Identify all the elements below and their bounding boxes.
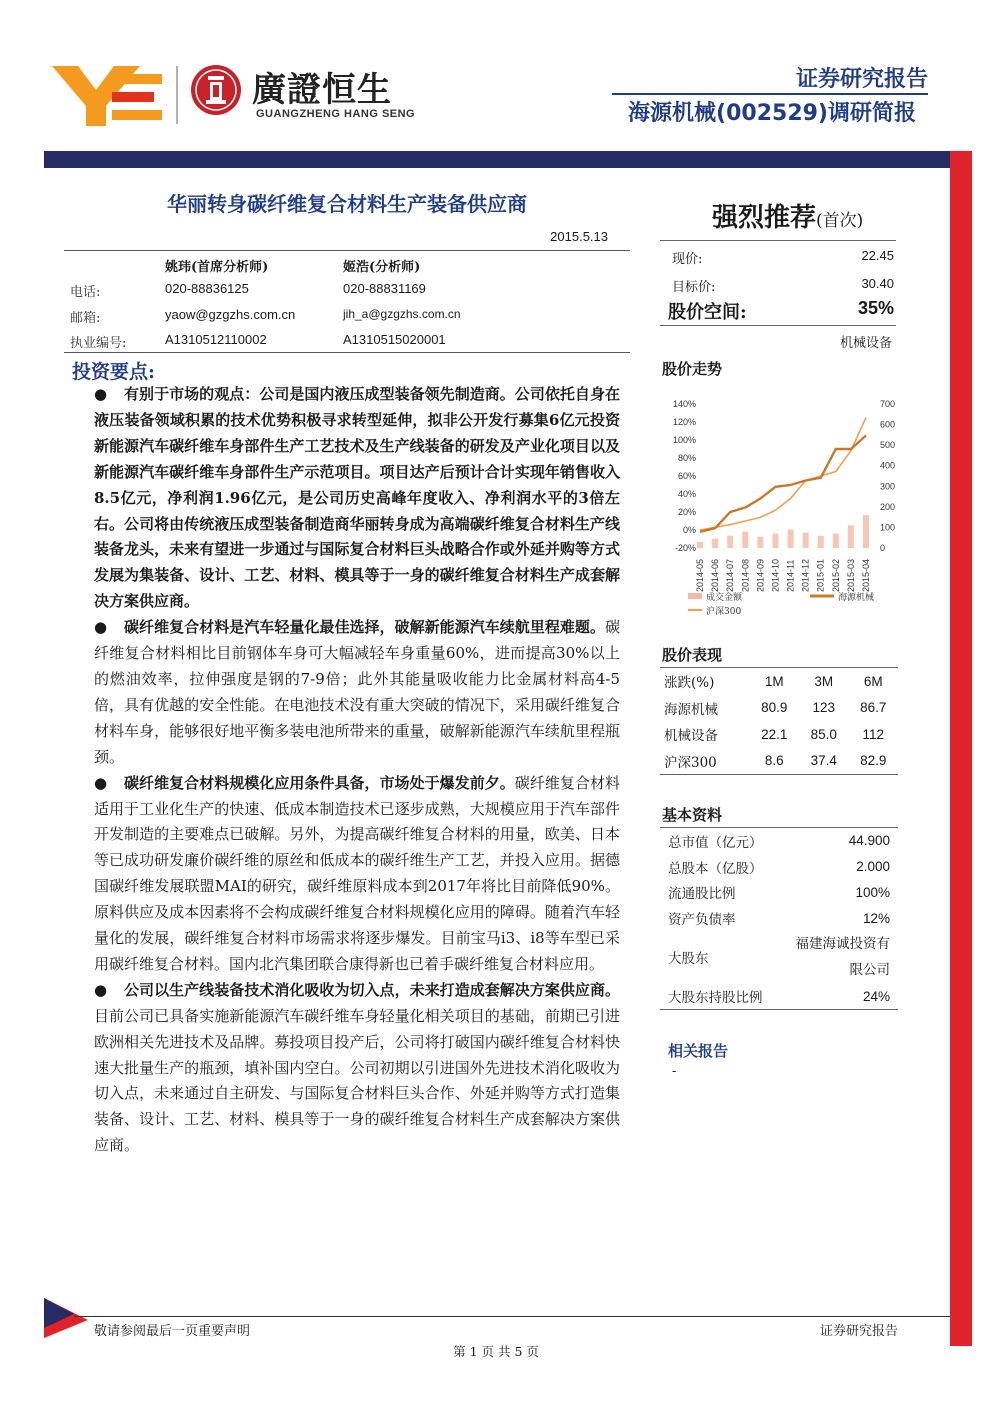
table-cell: 资产负债率 bbox=[668, 912, 736, 929]
table-row bbox=[660, 880, 898, 906]
x-tick-label: 2014-08 bbox=[740, 558, 751, 592]
volume-bar bbox=[772, 534, 778, 548]
table-cell: 37.4 bbox=[799, 748, 848, 775]
analyst-rule bbox=[64, 352, 630, 353]
analyst-license: A1310512110002 bbox=[165, 332, 267, 347]
volume-bar bbox=[757, 537, 763, 548]
table-cell: 大股东 bbox=[668, 951, 709, 968]
paragraph-lead: 有别于市场的观点：公司是国内液压成型装备领先制造商。公司依托自身在液压装备领域积累的技术优势积极寻求转型延伸，拟非公开发行募集6亿元投资新能源汽车碳纤维车身部件生产工艺技术及生产线装备的研发及产业化项目以及新能源汽车碳纤维车身部件生产示范项目。项目达产后预计合计实现年销售收入8.5亿元，净利润1.96亿元，是公司历史高峰年度收入、净利润水平的3倍左右。公司将由传统液压成型装备制造商华丽转身成为高端碳纤维复合材料生产线装备龙头，未来有望进一步通过与国际复合材料巨头战略合作或外延并购等方式发展为集装备、设计、工艺、材料、模具等于一身的碳纤维复合材料生产成套解决方案供应商。 bbox=[94, 385, 620, 611]
volume-bar bbox=[833, 534, 839, 548]
price-chart bbox=[660, 392, 904, 622]
table-row bbox=[660, 983, 898, 1009]
logo-separator bbox=[176, 66, 178, 124]
table-cell: 22.1 bbox=[761, 726, 788, 742]
table-row bbox=[660, 931, 898, 983]
footer-corner-icon bbox=[44, 1298, 88, 1338]
upside-label: 股价空间: bbox=[668, 302, 747, 323]
report-date: 2015.5.13 bbox=[550, 229, 608, 244]
volume-bar bbox=[727, 536, 733, 548]
seal-logo-icon bbox=[190, 64, 242, 116]
license-label: 执业编号: bbox=[70, 336, 127, 351]
basic-info-table bbox=[660, 827, 898, 1010]
upside-value: 35% bbox=[857, 298, 894, 318]
table-row bbox=[660, 695, 898, 722]
y-tick-label: 60% bbox=[677, 471, 696, 481]
x-tick-label: 2015-02 bbox=[830, 558, 841, 592]
volume-bar bbox=[742, 532, 748, 548]
analyst-phone: 020-88836125 bbox=[165, 281, 249, 296]
price-rule bbox=[660, 325, 896, 326]
x-tick-label: 2014-06 bbox=[710, 558, 721, 592]
table-cell: 12% bbox=[862, 910, 890, 926]
y2-tick-label: 600 bbox=[880, 419, 896, 430]
table-cell: 85.0 bbox=[810, 726, 837, 742]
current-price: 22.45 bbox=[861, 248, 894, 263]
table-cell: 总股本（亿股） bbox=[668, 860, 763, 877]
investment-points bbox=[94, 382, 620, 1159]
footer-disclaimer[interactable]: 敬请参阅最后一页重要声明 bbox=[94, 1324, 251, 1339]
performance-title: 股价表现 bbox=[662, 646, 723, 664]
section-title: 投资要点: bbox=[72, 361, 156, 383]
x-tick-label: 2014-10 bbox=[770, 558, 781, 592]
analyst-email[interactable]: yaow@gzgzhs.com.cn bbox=[165, 307, 296, 322]
y-tick-label: 120% bbox=[672, 417, 696, 427]
table-row bbox=[660, 905, 898, 931]
footer-rule bbox=[74, 1316, 950, 1317]
bullet-icon: ● bbox=[94, 980, 108, 999]
logo-english-text: GUANGZHENG HANG SENG bbox=[256, 108, 416, 120]
table-cell: 总市值（亿元） bbox=[660, 828, 782, 854]
y-tick-label: 20% bbox=[677, 507, 696, 517]
report-subtitle: 海源机械(002529)调研简报 bbox=[628, 101, 916, 126]
performance-table bbox=[660, 667, 898, 775]
bullet-icon: ● bbox=[94, 773, 108, 792]
volume-bar bbox=[803, 533, 809, 548]
page-number: 第 1 页 共 5 页 bbox=[453, 1344, 539, 1359]
table-cell: 机械设备 bbox=[664, 728, 718, 745]
y2-tick-label: 400 bbox=[880, 460, 896, 471]
volume-bar bbox=[863, 515, 869, 548]
rating bbox=[712, 197, 863, 234]
legend-label: 成交金额 bbox=[706, 593, 743, 603]
table-cell: 8.6 bbox=[750, 748, 799, 775]
y-tick-label: 100% bbox=[672, 435, 696, 445]
volume-bar bbox=[848, 525, 854, 548]
y-tick-label: 140% bbox=[672, 399, 696, 409]
volume-bar bbox=[818, 536, 824, 548]
footer-report-type: 证券研究报告 bbox=[819, 1324, 898, 1339]
y2-tick-label: 100 bbox=[880, 522, 896, 533]
series-line-stock bbox=[700, 436, 866, 532]
table-cell: 2.000 bbox=[856, 859, 890, 875]
volume-bar bbox=[788, 529, 794, 548]
y2-tick-label: 0 bbox=[880, 543, 886, 553]
table-header-cell: 3M bbox=[799, 668, 848, 695]
x-tick-label: 2015-03 bbox=[845, 558, 856, 592]
related-report-item[interactable]: - bbox=[672, 1064, 677, 1079]
y-tick-label: 40% bbox=[677, 489, 696, 499]
rating-note: (首次) bbox=[816, 211, 864, 231]
company-logo-icon bbox=[52, 60, 164, 130]
table-cell: 44.900 bbox=[782, 828, 898, 854]
volume-bar bbox=[712, 539, 718, 548]
paragraph bbox=[94, 978, 620, 1159]
related-reports-title: 相关报告 bbox=[668, 1042, 729, 1060]
x-tick-label: 2015-01 bbox=[815, 558, 826, 592]
volume-bar bbox=[697, 542, 703, 548]
phone-label: 电话: bbox=[70, 285, 101, 300]
legend-label: 海源机械 bbox=[838, 593, 875, 603]
paragraph bbox=[94, 771, 620, 978]
paragraph-lead: 碳纤维复合材料是汽车轻量化最佳选择，破解新能源汽车续航里程难题。 bbox=[124, 618, 605, 637]
table-cell: 112 bbox=[862, 726, 884, 742]
logo-chinese-text: 廣證恒生 bbox=[252, 70, 392, 110]
rating-label: 强烈推荐 bbox=[712, 203, 817, 233]
bullet-icon: ● bbox=[94, 618, 108, 637]
table-cell: 海源机械 bbox=[664, 701, 718, 718]
table-cell: 沪深300 bbox=[660, 748, 750, 775]
report-title: 华丽转身碳纤维复合材料生产装备供应商 bbox=[167, 192, 527, 216]
chart-title: 股价走势 bbox=[662, 360, 723, 378]
table-cell: 82.9 bbox=[848, 748, 898, 775]
analyst-name: 姬浩(分析师) bbox=[343, 260, 421, 275]
header-band bbox=[44, 151, 950, 168]
y2-tick-label: 300 bbox=[880, 481, 896, 492]
paragraph-lead: 碳纤维复合材料规模化应用条件具备，市场处于爆发前夕。 bbox=[124, 773, 515, 792]
report-type: 证券研究报告 bbox=[795, 67, 928, 92]
legend-swatch bbox=[688, 593, 702, 599]
table-cell: 80.9 bbox=[761, 700, 788, 716]
y-tick-label: 80% bbox=[677, 453, 696, 463]
table-header-cell: 1M bbox=[750, 668, 799, 695]
table-header-cell: 6M bbox=[848, 668, 898, 695]
table-header-cell: 涨跌(%) bbox=[660, 668, 750, 695]
y2-tick-label: 200 bbox=[880, 501, 896, 512]
paragraph-text: 目前公司已具备实施新能源汽车碳纤维车身轻量化相关项目的基础，前期已引进欧洲相关先进技术及品牌。募投项目投产后，公司将打破国内碳纤维复合材料快速大批量生产的瓶颈，填补国内空白。公司初期以引进国外先进技术消化吸收为切入点，未来通过自主研发、与国际复合材料巨头合作、外延并购等方式打造集装备、设计、工艺、材料、模具等于一身的碳纤维复合材料生产成套解决方案供应商。 bbox=[94, 1006, 620, 1155]
table-row bbox=[660, 854, 898, 880]
table-cell: 24% bbox=[782, 983, 898, 1009]
table-cell: 福建海诚投资有限公司 bbox=[795, 936, 890, 979]
table-cell: 123 bbox=[812, 700, 835, 716]
bullet-icon: ● bbox=[94, 385, 108, 403]
table-row bbox=[660, 668, 898, 695]
table-cell: 大股东持股比例 bbox=[660, 983, 782, 1009]
x-tick-label: 2014-07 bbox=[725, 558, 736, 592]
y2-tick-label: 700 bbox=[880, 399, 896, 409]
x-tick-label: 2014-09 bbox=[755, 558, 766, 592]
side-band bbox=[950, 151, 972, 1346]
x-tick-label: 2015-04 bbox=[861, 558, 871, 592]
series-line-index bbox=[700, 418, 866, 531]
title-rule bbox=[64, 250, 630, 251]
table-row bbox=[660, 748, 898, 775]
analyst-email[interactable]: jih_a@gzgzhs.com.cn bbox=[343, 307, 461, 321]
y2-tick-label: 500 bbox=[880, 440, 896, 451]
table-cell: 86.7 bbox=[860, 700, 887, 716]
paragraph-lead: 公司以生产线装备技术消化吸收为切入点，未来打造成套解决方案供应商。 bbox=[124, 980, 620, 999]
x-tick-label: 2014-12 bbox=[800, 558, 811, 592]
table-row bbox=[660, 828, 898, 854]
x-tick-label: 2014-05 bbox=[695, 558, 705, 592]
y-tick-label: -20% bbox=[674, 543, 696, 553]
industry-label: 机械设备 bbox=[839, 336, 892, 351]
analyst-license: A1310515020001 bbox=[343, 332, 446, 347]
target-price-label: 目标价: bbox=[672, 280, 716, 295]
header-divider bbox=[612, 93, 928, 95]
analyst-name: 姚玮(首席分析师) bbox=[165, 260, 269, 275]
rating-rule bbox=[660, 240, 896, 241]
table-cell: 100% bbox=[855, 884, 890, 900]
paragraph bbox=[94, 382, 620, 615]
legend-label: 沪深300 bbox=[706, 607, 742, 617]
email-label: 邮箱: bbox=[70, 311, 101, 326]
table-cell: 流通股比例 bbox=[668, 886, 736, 903]
table-row bbox=[660, 721, 898, 748]
paragraph-text: 碳纤维复合材料相比目前钢体车身可大幅减轻车身重量60%，进而提高30%以上的燃油效率，拉伸强度是钢的7-9倍；此外其能量吸收能力比金属材料高4-5倍，具有优越的安全性能。在电池技术没有重大突破的情况下，采用碳纤维复合材料车身，能够很好地平衡多装电池所带来的重量，破解新能源汽车续航里程瓶颈。 bbox=[94, 618, 620, 766]
current-price-label: 现价: bbox=[672, 252, 703, 267]
paragraph bbox=[94, 615, 620, 770]
analyst-phone: 020-88831169 bbox=[343, 281, 426, 296]
target-price: 30.40 bbox=[861, 276, 894, 291]
basic-info-title: 基本资料 bbox=[662, 806, 723, 824]
paragraph-text: 碳纤维复合材料适用于工业化生产的快速、低成本制造技术已逐步成熟，大规模应用于汽车部件开发制造的主要难点已破解。另外，为提高碳纤维复合材料的用量，欧美、日本等已成功研发廉价碳纤维的原丝和低成本的碳纤维生产工艺，并投入应用。据德国碳纤维发展联盟MAI的研究，碳纤维原料成本到2017年将比目前降低90%。原料供应及成本因素将不会构成碳纤维复合材料规模化应用的障碍。随着汽车轻量化的发展，碳纤维复合材料市场需求将逐步爆发。目前宝马i3、i8等车型已采用碳纤维复合材料。国内北汽集团联合康得新也已着手碳纤维复合材料应用。 bbox=[94, 773, 620, 973]
y-tick-label: 0% bbox=[682, 525, 696, 535]
x-tick-label: 2014-11 bbox=[785, 559, 796, 592]
